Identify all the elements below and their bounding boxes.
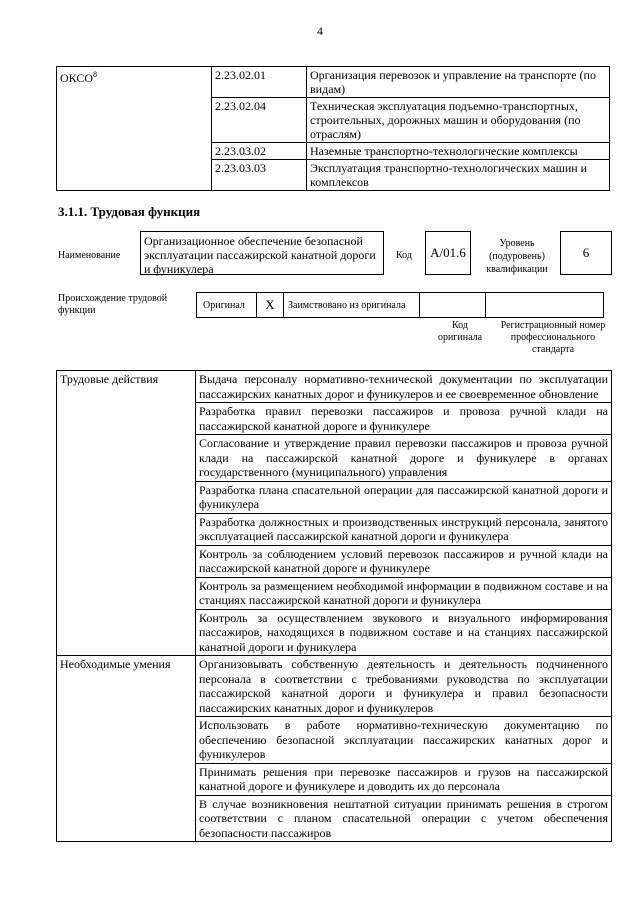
labor-action-item: Согласование и утверждение правил перевозки пассажиров и провоза ручной клади на пассажирской канатной дороге и фуникулере в органах государственного (муниципального) управления	[196, 435, 612, 482]
origin-label: Происхождение трудовой функции	[58, 293, 168, 316]
origin-row	[196, 292, 604, 318]
okso-code: 2.23.03.03	[212, 160, 307, 191]
okso-code: 2.23.02.04	[212, 98, 307, 143]
labor-action-item: Разработка правил перевозки пассажиров и провоза ручной клади на пассажирской канатной дороге и фуникулере	[196, 403, 612, 435]
function-code: А/01.6	[425, 231, 471, 275]
level-value: 6	[560, 231, 612, 275]
labor-action-item: Разработка должностных и производственных инструкций персонала, занятого эксплуатацией пассажирской канатной дороги и фуникулера	[196, 513, 612, 545]
code-original-label: Код оригинала	[437, 320, 483, 343]
labor-action-item: Разработка плана спасательной операции для пассажирской канатной дороги и фуникулера	[196, 481, 612, 513]
level-label: Уровень (подуровень) квалификации	[486, 238, 548, 275]
okso-code: 2.23.03.02	[212, 143, 307, 160]
function-details-table	[56, 370, 612, 842]
table-row	[57, 371, 612, 403]
labor-action-item: Выдача персоналу нормативно-технической документации по эксплуатации пассажирских канатных дорог и фуникулеров и ее своевременное обновление	[196, 371, 612, 403]
okso-row	[57, 67, 610, 98]
okso-code: 2.23.02.01	[212, 67, 307, 98]
table-row	[57, 656, 612, 717]
origin-reg-cell	[486, 292, 604, 318]
skill-item: Принимать решения при перевозке пассажиров и грузов на пассажирской канатной дороге и фуникулере и доводить их до персонала	[196, 763, 612, 795]
skill-item: Организовывать собственную деятельность и деятельность подчиненного персонала в соответствии с требованиями руководства по эксплуатации пассажирской канатной дороги и фуникулера и правил безопасности пассажирских канатных дорог и фуникулеров	[196, 656, 612, 717]
skill-item: Использовать в работе нормативно-техническую документацию по обеспечению безопасной эксплуатации пассажирских канатных дорог и фуникулеров	[196, 717, 612, 764]
okso-name: Эксплуатация транспортно-технологических машин и комплексов	[307, 160, 610, 191]
name-label: Наименование	[58, 250, 121, 261]
labor-action-item: Контроль за размещением необходимой информации в подвижном составе и на станциях пассажирской канатной дороги и фуникулера	[196, 577, 612, 609]
section-title: 3.1.1. Трудовая функция	[58, 204, 201, 219]
origin-borrowed: Заимствовано из оригинала	[284, 292, 420, 318]
labor-action-item: Контроль за соблюдением условий перевозок пассажиров и ручной клади на пассажирской канатной дороге и фуникулере	[196, 545, 612, 577]
labor-actions-label: Трудовые действия	[57, 371, 196, 656]
origin-mark: X	[256, 292, 284, 318]
okso-label-cell	[57, 67, 212, 191]
okso-footnote: 8	[93, 70, 98, 79]
okso-name: Наземные транспортно-технологические комплексы	[307, 143, 610, 160]
okso-name: Техническая эксплуатация подъемно-транспортных, строительных, дорожных машин и оборудования (по отраслям)	[307, 98, 610, 143]
labor-action-item: Контроль за осуществлением звукового и визуального информирования пассажиров, находящихся в подвижном составе и на станциях пассажирской канатной дороги и фуникулера	[196, 609, 612, 656]
code-label: Код	[396, 250, 412, 261]
function-name: Организационное обеспечение безопасной эксплуатации пассажирской канатной дороги и фуникулера	[140, 231, 384, 275]
origin-original: Оригинал	[196, 292, 256, 318]
okso-label: ОКСО	[60, 71, 94, 85]
okso-name: Организация перевозок и управление на транспорте (по видам)	[307, 67, 610, 98]
page-number: 4	[317, 24, 323, 38]
origin-code-cell	[420, 292, 486, 318]
okso-table	[56, 66, 610, 191]
skill-item: В случае возникновения нештатной ситуации принимать решения в строгом соответствии с планом спасательной операции с учетом обеспечения безопасности пассажиров	[196, 795, 612, 842]
skills-label: Необходимые умения	[57, 656, 196, 842]
reg-number-label: Регистрационный номер профессионального стандарта	[500, 320, 606, 355]
